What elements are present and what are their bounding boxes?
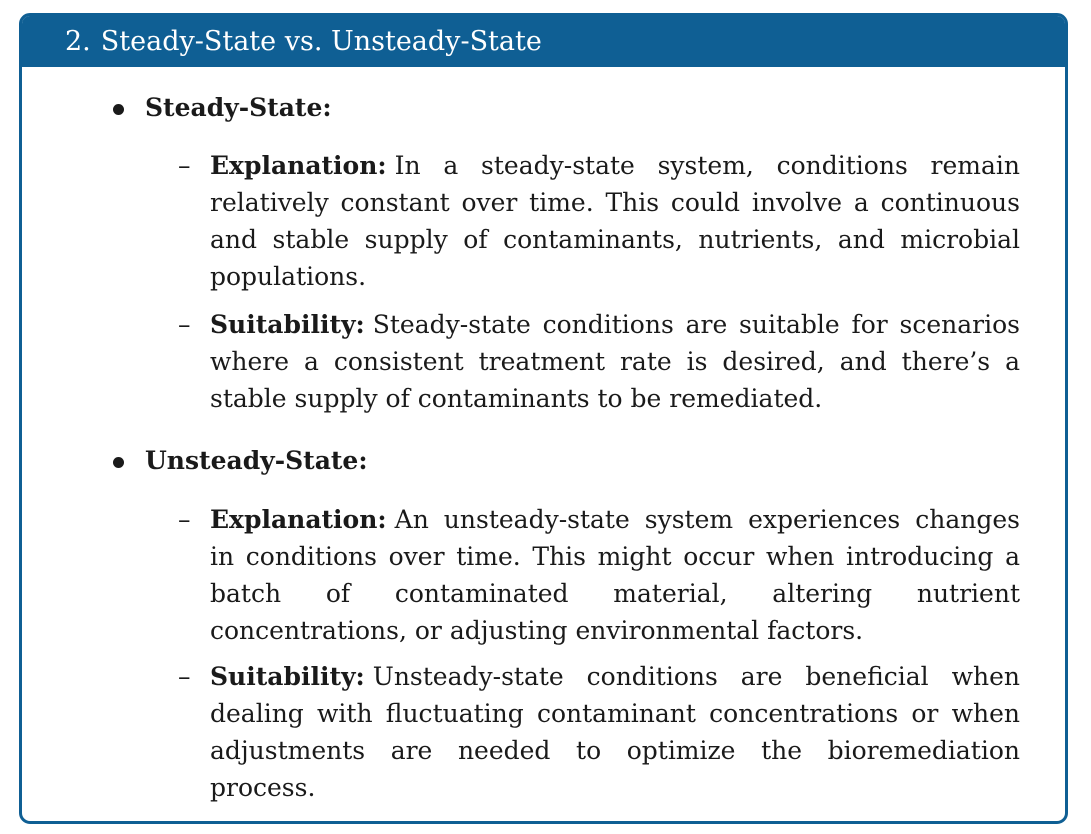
steady-explanation <box>178 147 1020 295</box>
explanation-label: Explanation: <box>210 151 387 180</box>
section-box <box>19 13 1068 824</box>
suitability-label: Suitability: <box>210 662 365 691</box>
explanation-text: In a steady-state system, conditions remain relatively constant over time. This could involve a continuous and stable supply of contaminants, nutrients, and microbial populations. <box>210 151 1020 291</box>
unsteady-explanation <box>178 501 1020 649</box>
section-header <box>22 16 1065 67</box>
suitability-text: Steady-state conditions are suitable for scenarios where a consistent treatment rate is desired, and there’s a stable supply of contaminants to be remediated. <box>210 310 1020 413</box>
explanation-text: An unsteady-state system experiences changes in conditions over time. This might occur when introducing a batch of contaminated material, altering nutrient concentrations, or adjusting environmental factors. <box>210 505 1020 645</box>
dash-marker: – <box>178 662 191 691</box>
suitability-label: Suitability: <box>210 310 365 339</box>
dash-marker: – <box>178 151 191 180</box>
unsteady-suitability <box>178 658 1020 806</box>
bullet-heading: Steady-State: <box>145 93 332 122</box>
section-number: 2. <box>65 26 91 57</box>
bullet-heading: Unsteady-State: <box>145 446 368 475</box>
section-title: Steady-State vs. Unsteady-State <box>100 26 542 57</box>
dash-marker: – <box>178 310 191 339</box>
bullet-dot <box>113 457 124 468</box>
suitability-text: Unsteady-state conditions are beneficial when dealing with fluctuating contaminant concentrations or when adjustments are needed to optimize the bioremediation process. <box>210 662 1020 802</box>
dash-marker: – <box>178 505 191 534</box>
bullet-dot <box>113 104 124 115</box>
steady-suitability <box>178 306 1020 417</box>
explanation-label: Explanation: <box>210 505 387 534</box>
